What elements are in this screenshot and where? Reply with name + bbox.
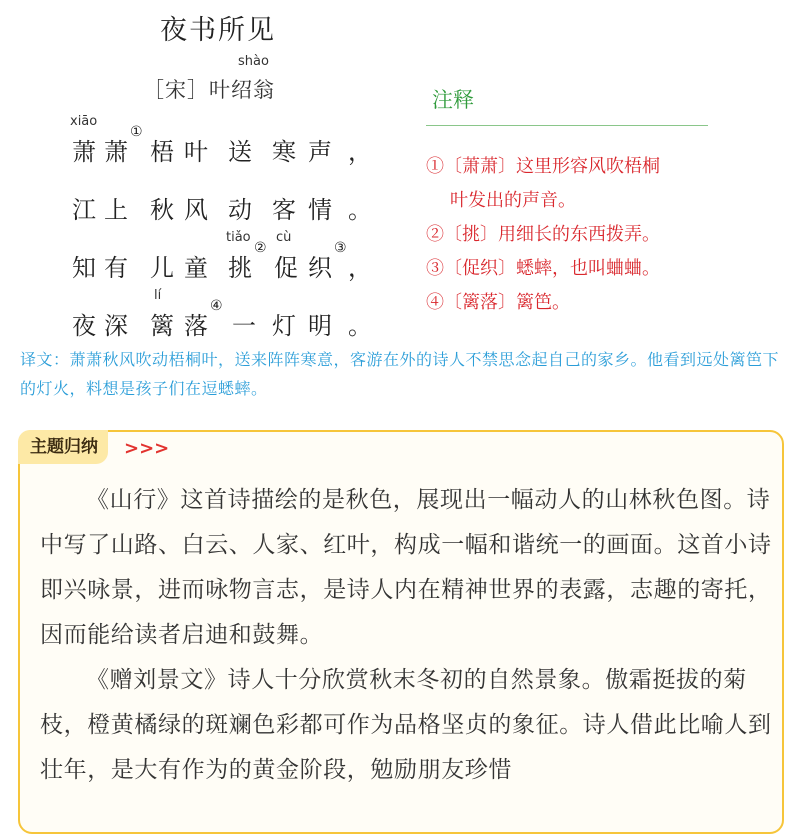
note-item-2: ②〔挑〕用细长的东西拨弄。 [426,224,660,245]
theme-label: 主题归纳 [18,430,108,464]
poem-char: 明 [308,312,332,340]
poem-char: 声 [308,138,332,166]
poem-char: 萧 [104,138,128,166]
poem-char: 萧 [72,138,96,166]
poem-char: 送 [228,138,252,166]
author-block [143,54,275,104]
note-ref-2: ② [254,240,267,256]
poem-char: 一 [232,312,256,340]
poem-char: 江 [72,196,96,224]
poem-char: 寒 [272,138,296,166]
theme-body [40,478,784,793]
notes-title: 注释 [432,88,474,112]
note-ref-4: ④ [210,298,223,314]
poem-char: 梧 [150,138,174,166]
note-ref-1: ① [130,124,143,140]
poem-punct: ， [348,254,372,282]
translation-text: 译文：萧萧秋风吹动梧桐叶，送来阵阵寒意，客游在外的诗人不禁思念起自己的家乡。他看到远处篱笆下的灯火，料想是孩子们在逗蟋蟀。 [20,350,780,398]
poem-char: 上 [104,196,128,224]
poem-char: 落 [184,312,208,340]
poem-char: 童 [184,254,208,282]
poem-punct: 。 [348,196,372,224]
note-item-3: ③〔促织〕蟋蟀，也叫蛐蛐。 [426,258,660,279]
pinyin-li: lí [154,288,162,303]
poem-punct: ， [348,138,372,166]
theme-paragraph-1: 《山行》这首诗描绘的是秋色，展现出一幅动人的山林秋色图。诗中写了山路、白云、人家、红叶，构成一幅和谐统一的画面。这首小诗即兴咏景，进而咏物言志，是诗人内在精神世界的表露，志趣的寄托，因而能给读者启迪和鼓舞。 [40,487,772,648]
theme-tab [18,430,178,464]
theme-paragraph-2: 《赠刘景文》诗人十分欣赏秋末冬初的自然景象。傲霜挺拔的菊枝，橙黄橘绿的斑斓色彩都可作为品格坚贞的象征。诗人借此比喻人到壮年，是大有作为的黄金阶段，勉励朋友珍惜 [40,667,772,783]
pinyin-tiao: tiǎo [226,230,251,245]
poem-char: 深 [104,312,128,340]
poem-title: 夜书所见 [160,15,276,46]
author-pinyin: shào [238,54,269,69]
poem-char: 风 [184,196,208,224]
poem-char: 客 [272,196,296,224]
poem-char: 秋 [150,196,174,224]
poem-char: 知 [72,254,96,282]
poem-char: 情 [308,196,332,224]
pinyin-xiao: xiāo [70,114,98,129]
pinyin-cu: cù [276,230,292,245]
poem-char: 有 [104,254,128,282]
note-item-1: ①〔萧萧〕这里形容风吹梧桐 [426,156,660,177]
poem-char: 叶 [184,138,208,166]
notes-list [426,150,726,320]
note-item-4: ④〔篱落〕篱笆。 [426,292,570,313]
poem-char: 儿 [150,254,174,282]
poem-author: ［宋］叶绍翁 [143,78,275,102]
poem-char: 促 [274,254,298,282]
poem-char: 篱 [150,312,174,340]
poem-char: 夜 [72,312,96,340]
poem-char: 织 [308,254,332,282]
poem-char: 动 [228,196,252,224]
notes-divider [426,125,708,126]
note-item-1-cont: 叶发出的声音。 [450,190,576,211]
chevrons-icon: >>> [124,438,170,459]
poem-char: 挑 [228,254,252,282]
poem-punct: 。 [348,312,372,340]
poem-char: 灯 [272,312,296,340]
note-ref-3: ③ [334,240,347,256]
